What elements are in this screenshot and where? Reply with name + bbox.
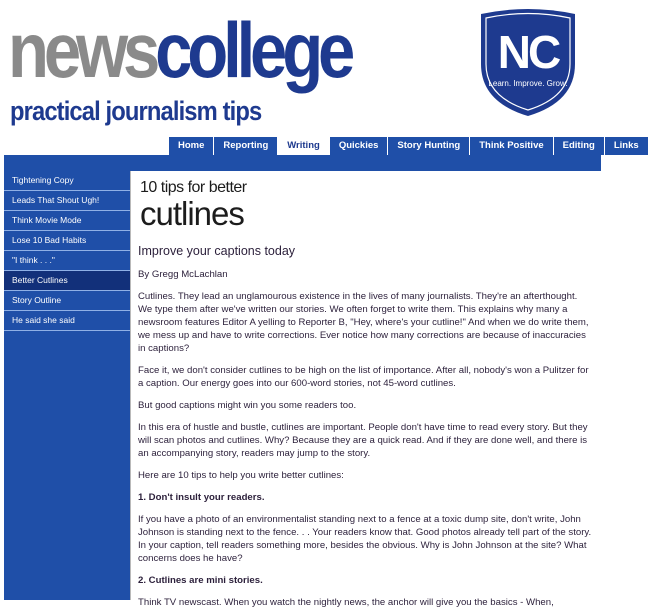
article-byline: By Gregg McLachlan [138,269,228,280]
article-paragraph: Here are 10 tips to help you write better cutlines: [138,470,344,481]
sidebar-divider [130,171,131,600]
badge-motto: Learn. Improve. Grow. [488,79,568,88]
sidebar-item-story-outline[interactable]: Story Outline [4,291,130,311]
main-nav [168,137,648,155]
nav-tab-quickies[interactable]: Quickies [329,137,388,155]
logo-news-text: news [8,6,156,94]
sidebar-item-i-think[interactable]: "I think . . ." [4,251,130,271]
tip-heading: 1. Don't insult your readers. [138,492,265,503]
nav-tab-home[interactable]: Home [168,137,213,155]
logo-college-text: college [155,6,351,94]
tip-heading: 2. Cutlines are mini stories. [138,575,263,586]
logo-tagline: practical journalism tips [10,96,262,126]
nav-tab-reporting[interactable]: Reporting [213,137,277,155]
badge-letters: NC [497,26,559,78]
article-dek: Improve your captions today [138,244,296,258]
nav-tab-links[interactable]: Links [604,137,648,155]
article-paragraph: In this era of hustle and bustle, cutlines are important. People don't have time to read every story. But they will scan photos and cutlines. Why? Because they are a quick read. And if they are done well, and there is an accompanying story, readers may jump to the story. [138,422,588,459]
sidebar-item-leads-that-shout[interactable]: Leads That Shout Ugh! [4,191,130,211]
nav-underbar [4,155,601,171]
site-header [0,0,606,136]
sidebar-item-lose-bad-habits[interactable]: Lose 10 Bad Habits [4,231,130,251]
nav-tab-story-hunting[interactable]: Story Hunting [387,137,469,155]
article [138,178,594,609]
article-kicker: 10 tips for better [140,179,247,196]
article-paragraph: Cutlines. They lead an unglamourous existence in the lives of many journalists. They're an afterthought. We type them after we've written our stories. We often forget to write them. This explains why many a newsroom features Editor A yelling to Reporter B, "Hey, where's your cutline!" And when we do write them, we mess up and have to write corrections. Ever notice how many corrections are because of inaccuracies in captions? [138,291,589,354]
nc-badge [473,8,583,118]
sidebar-item-he-said-she-said[interactable]: He said she said [4,311,130,331]
sidebar [4,171,130,600]
article-paragraph: But good captions might win you some readers too. [138,400,357,411]
sidebar-item-better-cutlines[interactable]: Better Cutlines [4,271,130,291]
tip-body: Think TV newscast. When you watch the nightly news, the anchor will give you the basics - When, [138,597,554,608]
sidebar-item-tightening-copy[interactable]: Tightening Copy [4,171,130,191]
article-headline: cutlines [140,195,244,232]
nav-tab-writing[interactable]: Writing [277,137,329,155]
sidebar-item-think-movie-mode[interactable]: Think Movie Mode [4,211,130,231]
article-paragraph: Face it, we don't consider cutlines to be high on the list of importance. After all, nobody's won a Pulitzer for a caption. Our energy goes into our 600-word stories, not 45-word cutlines. [138,365,589,389]
nav-tab-think-positive[interactable]: Think Positive [469,137,552,155]
tip-body: If you have a photo of an environmentalist standing next to a fence at a toxic dump site, don't write, John Johnson is standing next to the fence. . . Your readers know that. Good photos already tell part of the story. In your caption, tell readers something more, besides the obvious. Why is John Johnson at the site? What concerns does he have? [138,514,592,564]
nav-tab-editing[interactable]: Editing [553,137,604,155]
site-logo[interactable] [8,4,350,96]
